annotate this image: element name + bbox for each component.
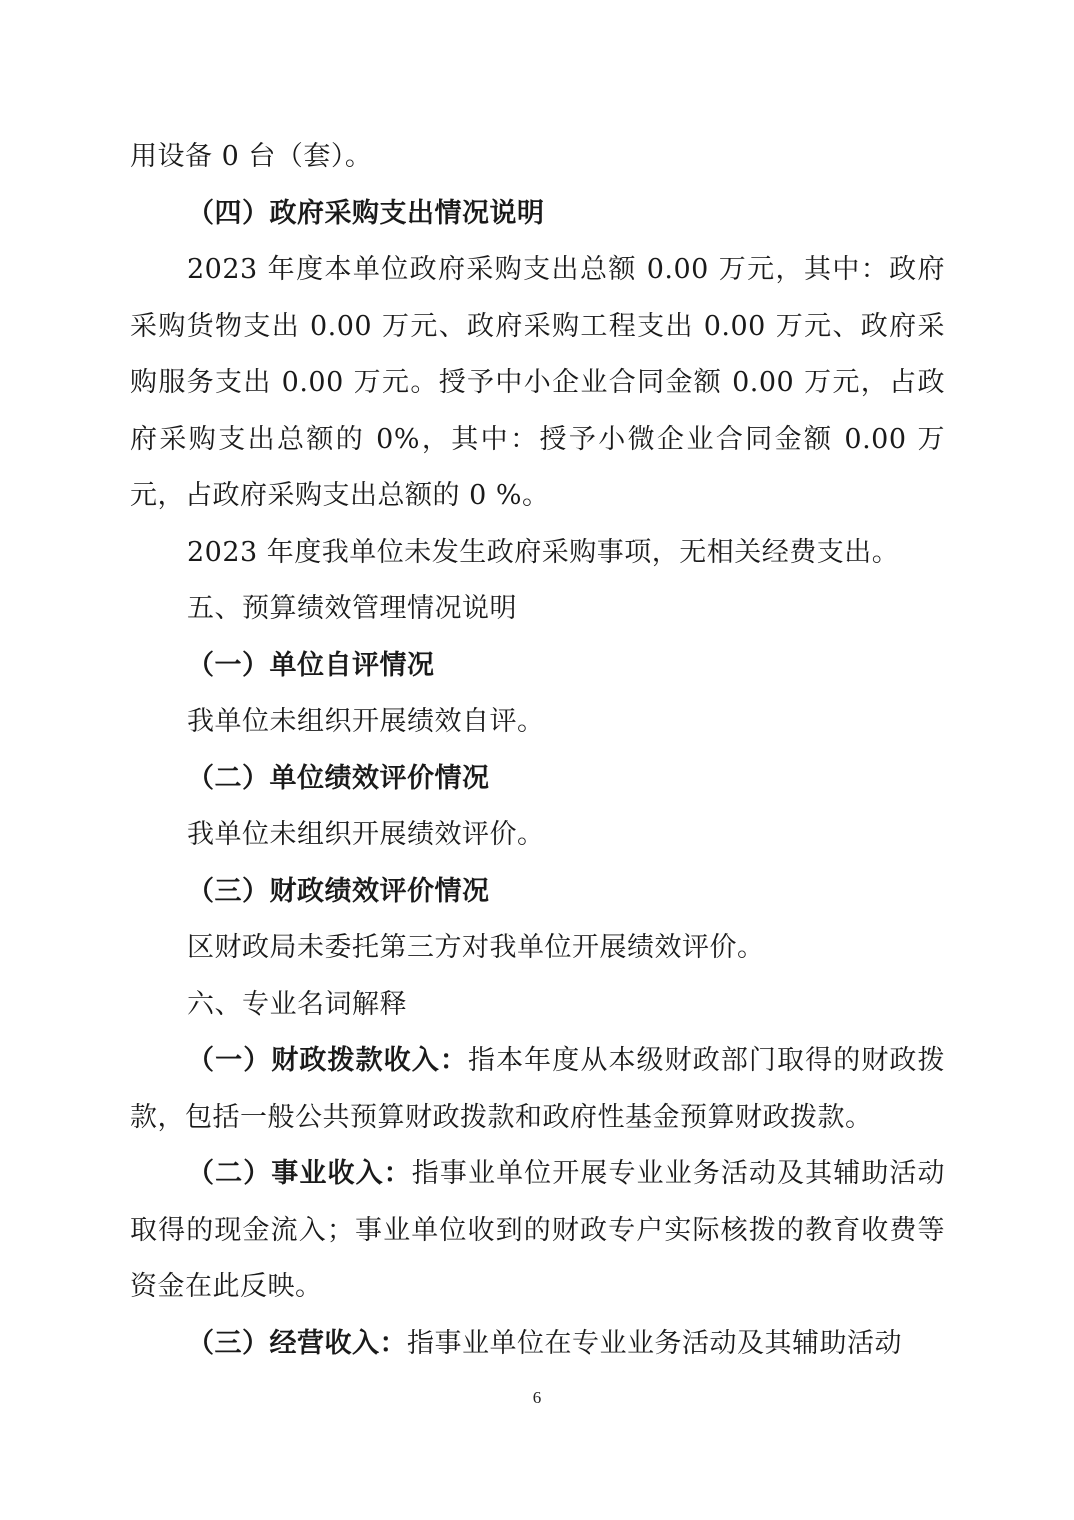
heading-unit-evaluation: （二）单位绩效评价情况 <box>187 762 490 794</box>
paragraph-procurement-amounts: 2023 年度本单位政府采购支出总额 0.00 万元，其中：政府采购货物支出 0.00 万元、政府采购工程支出 0.00 万元、政府采购服务支出 0.00 万元。授予中小企业合同金额 0.00 万元，占政府采购支出总额的 0%，其中：授予小微企业合同金额 0.00 万元，占政府采购支出总额的 0 %。 <box>130 254 945 511</box>
glossary-term: （一）财政拨款收入： <box>187 1045 468 1076</box>
paragraph-no-procurement: 2023 年度我单位未发生政府采购事项，无相关经费支出。 <box>187 536 900 568</box>
document-body <box>130 129 945 1372</box>
page-number: 6 <box>532 1388 542 1407</box>
paragraph-unit-evaluation: 我单位未组织开展绩效评价。 <box>187 819 545 850</box>
glossary-term: （三）经营收入： <box>187 1327 407 1359</box>
glossary-item-business-income <box>130 1146 945 1316</box>
paragraph-equipment-tail: 用设备 0 台（套）。 <box>130 141 373 172</box>
paragraph-finance-evaluation: 区财政局未委托第三方对我单位开展绩效评价。 <box>187 932 765 963</box>
paragraph-self-evaluation: 我单位未组织开展绩效自评。 <box>187 706 545 737</box>
glossary-item-operating-income <box>130 1316 945 1373</box>
heading-finance-evaluation: （三）财政绩效评价情况 <box>187 875 490 907</box>
heading-self-evaluation: （一）单位自评情况 <box>187 649 435 681</box>
heading-glossary: 六、专业名词解释 <box>187 988 407 1020</box>
glossary-definition: 指本年度从本级财政部门取得的财政拨款，包括一般公共预算财政拨款和政府性基金预算财政拨款。 <box>130 1045 946 1133</box>
glossary-definition: 指事业单位开展专业业务活动及其辅助活动取得的现金流入；事业单位收到的财政专户实际核拨的教育收费等资金在此反映。 <box>130 1158 946 1302</box>
glossary-item-fiscal-appropriation <box>130 1033 945 1146</box>
glossary-term: （二）事业收入： <box>187 1158 412 1189</box>
glossary-definition: 指事业单位在专业业务活动及其辅助活动 <box>407 1327 902 1359</box>
heading-performance-management: 五、预算绩效管理情况说明 <box>187 593 517 624</box>
heading-gov-procurement: （四）政府采购支出情况说明 <box>187 197 545 229</box>
